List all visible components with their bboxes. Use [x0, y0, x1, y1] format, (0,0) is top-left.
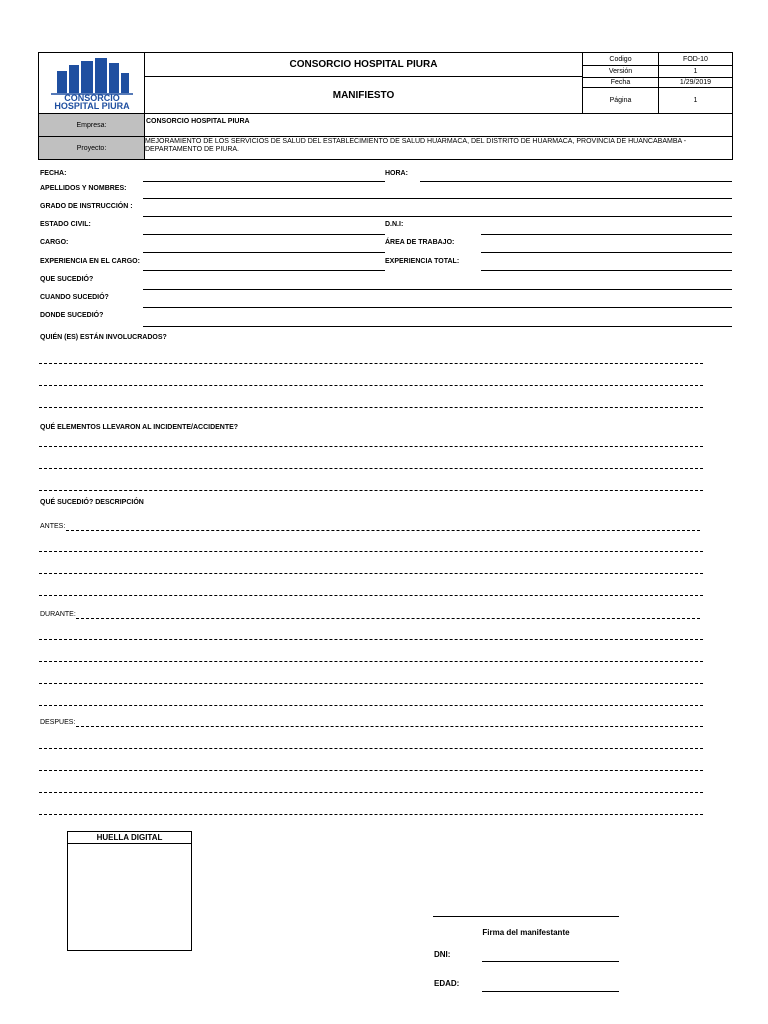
dni-label: D.N.I:: [385, 221, 404, 228]
meta-value-fecha: 1/29/2019: [679, 79, 712, 86]
que-sucedio-label: QUE SUCEDIÓ?: [40, 276, 94, 283]
divider: [144, 113, 145, 160]
hora-field[interactable]: [420, 181, 732, 182]
durante-line[interactable]: [39, 683, 703, 684]
edad-label: EDAD:: [434, 979, 460, 988]
involucrados-line[interactable]: [39, 407, 703, 408]
que-sucedio-field[interactable]: [143, 289, 732, 290]
experiencia-cargo-field[interactable]: [143, 270, 385, 271]
logo: [39, 53, 145, 113]
area-label: ÁREA DE TRABAJO:: [385, 239, 455, 246]
despues-line[interactable]: [39, 792, 703, 793]
fecha-field[interactable]: [143, 181, 385, 182]
huella-title: HUELLA DIGITAL: [68, 832, 191, 844]
doc-title: MANIFIESTO: [332, 89, 395, 101]
fecha-label: FECHA:: [40, 170, 67, 177]
cuando-sucedio-field[interactable]: [143, 307, 732, 308]
durante-line[interactable]: [39, 639, 703, 640]
elementos-line[interactable]: [39, 490, 703, 491]
proyecto-label: Proyecto:: [39, 137, 144, 159]
despues-line[interactable]: [39, 748, 703, 749]
huella-box[interactable]: [67, 831, 192, 951]
cuando-sucedio-label: CUANDO SUCEDIÓ?: [40, 294, 109, 301]
experiencia-total-label: EXPERIENCIA TOTAL:: [385, 258, 460, 265]
dni-field[interactable]: [481, 234, 732, 235]
donde-sucedio-field[interactable]: [143, 326, 732, 327]
meta-value-codigo: FOD-10: [683, 55, 708, 63]
elementos-line[interactable]: [39, 468, 703, 469]
grado-label: GRADO DE INSTRUCCIÓN :: [40, 203, 133, 210]
firma-line[interactable]: [433, 916, 619, 917]
dni-footer-label: DNI:: [434, 950, 451, 959]
meta-value-pagina: 1: [693, 97, 698, 104]
involucrados-heading: QUIÉN (ES) ESTÁN INVOLUCRADOS?: [40, 334, 167, 341]
hora-label: HORA:: [385, 170, 408, 177]
descripcion-heading: QUÉ SUCEDIÓ? DESCRIPCIÓN: [40, 499, 144, 506]
despues-line[interactable]: [76, 726, 703, 727]
apellidos-field[interactable]: [143, 198, 732, 199]
cargo-label: CARGO:: [40, 239, 69, 246]
despues-line[interactable]: [39, 770, 703, 771]
meta-label-fecha: Fecha: [610, 79, 631, 86]
area-field[interactable]: [481, 252, 732, 253]
logo-text-2: HOSPITAL PIURA: [54, 101, 130, 111]
despues-label: DESPUES:: [40, 719, 76, 726]
grado-field[interactable]: [143, 216, 732, 217]
donde-sucedio-label: DONDE SUCEDIÓ?: [40, 312, 104, 319]
experiencia-total-field[interactable]: [481, 270, 732, 271]
cargo-field[interactable]: [143, 252, 385, 253]
antes-line[interactable]: [39, 573, 703, 574]
company-title: CONSORCIO HOSPITAL PIURA: [289, 59, 438, 70]
involucrados-line[interactable]: [39, 363, 703, 364]
edad-field[interactable]: [482, 991, 619, 992]
empresa-value: CONSORCIO HOSPITAL PIURA: [146, 118, 250, 125]
despues-line[interactable]: [39, 814, 703, 815]
antes-line[interactable]: [39, 551, 703, 552]
durante-line[interactable]: [76, 618, 700, 619]
empresa-label: Empresa:: [39, 114, 144, 136]
dni-footer-field[interactable]: [482, 961, 619, 962]
firma-label: Firma del manifestante: [482, 928, 570, 937]
durante-label: DURANTE:: [40, 611, 76, 618]
meta-value-version: 1: [693, 68, 698, 75]
estado-civil-field[interactable]: [143, 234, 385, 235]
elementos-heading: QUÉ ELEMENTOS LLEVARON AL INCIDENTE/ACCIDENTE?: [40, 424, 239, 431]
antes-label: ANTES:: [40, 523, 66, 530]
meta-label-codigo: Codigo: [609, 55, 632, 63]
durante-line[interactable]: [39, 705, 703, 706]
antes-line[interactable]: [66, 530, 700, 531]
antes-line[interactable]: [39, 595, 703, 596]
estado-civil-label: ESTADO CIVIL:: [40, 221, 91, 228]
proyecto-value: MEJORAMIENTO DE LOS SERVICIOS DE SALUD DEL ESTABLECIMIENTO DE SALUD HUARMACA, DEL DISTRITO DE HUARMACA, PROVINCIA DE HUANCABAMBA - DEPARTAMENTO DE PIURA.: [145, 138, 687, 153]
apellidos-label: APELLIDOS Y NOMBRES:: [40, 185, 127, 192]
involucrados-line[interactable]: [39, 385, 703, 386]
durante-line[interactable]: [39, 661, 703, 662]
logo-text-1: CONSORCIO: [64, 93, 120, 103]
elementos-line[interactable]: [39, 446, 703, 447]
meta-label-version: Versión: [608, 68, 633, 75]
meta-label-pagina: Página: [609, 97, 632, 104]
experiencia-cargo-label: EXPERIENCIA EN EL CARGO:: [40, 258, 140, 265]
